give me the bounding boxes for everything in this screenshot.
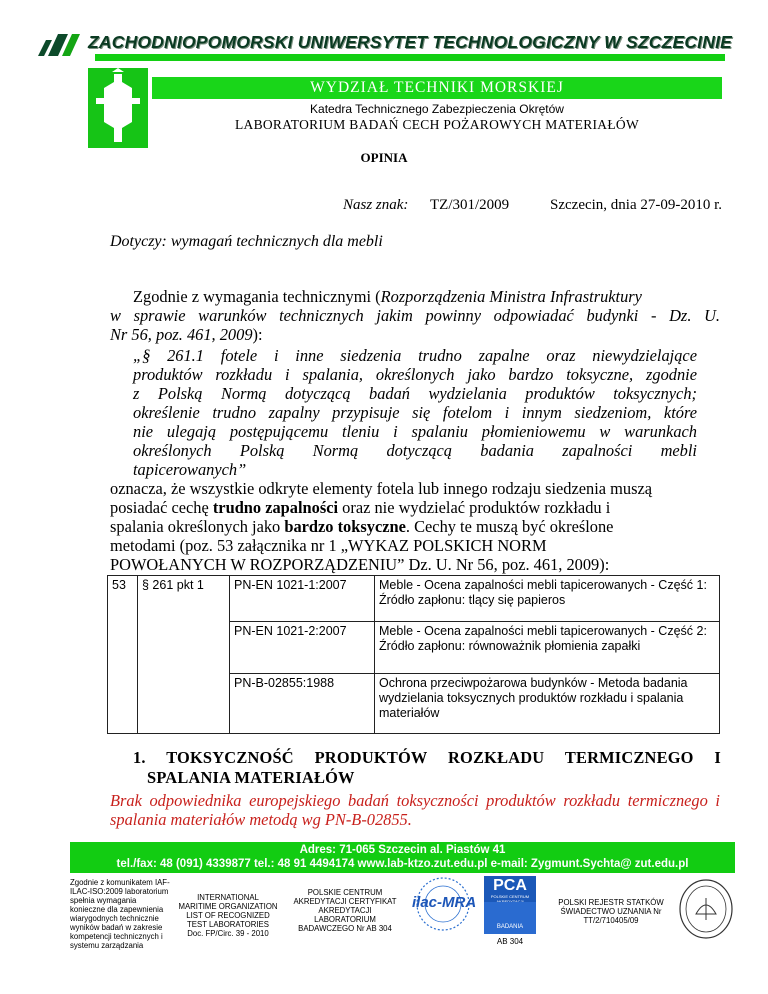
- standards-table: [107, 575, 720, 734]
- paragraph-2-line-5: POWOŁANYCH W ROZPORZĄDZENIU” Dz. U. Nr 56, poz. 461, 2009):: [110, 555, 610, 574]
- laboratory-name: LABORATORIUM BADAŃ CECH POŻAROWYCH MATERIAŁÓW: [234, 117, 639, 132]
- footer-address: Adres: 71-065 Szczecin al. Piastów 41: [299, 844, 506, 856]
- paragraph-2-line-3: spalania określonych jako bardzo toksyczne. Cechy te muszą być określone: [110, 517, 614, 536]
- pca-badania-label: BADANIA: [496, 924, 524, 930]
- table-row: [108, 576, 720, 622]
- paragraph-cell: [138, 622, 230, 674]
- document-title: OPINIA: [360, 150, 408, 165]
- ilac-mra-logo: [408, 876, 478, 938]
- quote-line: określenie trudno zapalny przypisuje się fotelom i innym siedzeniom, które: [133, 403, 697, 422]
- paragraph-1-line-3: Nr 56, poz. 461, 2009):: [110, 325, 263, 344]
- position-cell: [108, 674, 138, 734]
- pca-logo-subtitle: POLSKIE CENTRUM: [490, 894, 530, 899]
- faculty-emblem-icon: [88, 68, 148, 148]
- paragraph-2-line-1: oznacza, że wszystkie odkryte elementy fotela lub innego rodzaju siedzenia muszą: [110, 479, 653, 498]
- quote-line: produktów rozkładu i spalania, określonych jako bardzo toksyczne, zgodnie: [133, 365, 697, 384]
- position-cell: 53: [108, 576, 138, 622]
- table-row: [108, 622, 720, 674]
- quote-line: z Polską Normą dotyczącą badań wydzielania produktów toksycznych;: [133, 384, 697, 403]
- footer-contact-bar: [70, 842, 735, 873]
- norm-title-cell: Ochrona przeciwpożarowa budynków - Metoda badania wydzielania toksycznych produktów rozkładu i spalania materiałów: [375, 674, 720, 734]
- quote-line: nie ulegają postępującemu tleniu i spalaniu płomieniowemu w warunkach: [133, 422, 697, 441]
- norm-title-cell: Meble - Ocena zapalności mebli tapicerowanych - Część 1: Źródło zapłonu: tlący się papieros: [375, 576, 720, 622]
- faculty-banner: WYDZIAŁ TECHNIKI MORSKIEJ: [152, 77, 722, 99]
- ilac-logo-text: ilac-MRA: [412, 894, 477, 911]
- table-row: [108, 674, 720, 734]
- section-heading-line: 1. TOKSYCZNOŚĆ PRODUKTÓW ROZKŁADU TERMICZNEGO I: [133, 748, 721, 767]
- university-name: ZACHODNIOPOMORSKI UNIWERSYTET TECHNOLOGICZNY W SZCZECINIE: [88, 32, 732, 52]
- section-heading-line: SPALANIA MATERIAŁÓW: [147, 768, 355, 787]
- norm-cell: PN-EN 1021-2:2007: [230, 622, 375, 674]
- norm-cell: PN-EN 1021-1:2007: [230, 576, 375, 622]
- prs-seal-icon: [678, 878, 734, 940]
- ilac-statement: Zgodnie z komunikatem IAF-ILAC-ISO:2009 laboratorium spełnia wymagania konieczne dla zapewnienia wiarygodnych technicznie wyników badań w zakresie kompetencji technicznych i systemu zarządzania: [70, 878, 170, 950]
- pca-statement: POLSKIE CENTRUM AKREDYTACJI CERTYFIKAT AKREDYTACJI LABORATORIUM BADAWCZEGO Nr AB 304: [293, 888, 397, 933]
- reference-number: TZ/301/2009: [430, 197, 510, 213]
- footer-contact: tel./fax: 48 (091) 4339877 tel.: 48 91 4494174 www.lab-ktzo.zut.edu.pl e-mail: Zygmunt.Sychta@ zut.edu.pl: [116, 858, 689, 870]
- norm-title-cell: Meble - Ocena zapalności mebli tapicerowanych - Część 2: Źródło zapłonu: równoważnik płomienia zapałki: [375, 622, 720, 674]
- paragraph-cell: [138, 674, 230, 734]
- university-underline: [95, 54, 725, 61]
- subject-line: Dotyczy: wymagań technicznych dla mebli: [110, 233, 383, 250]
- department-name: Katedra Technicznego Zabezpieczenia Okrętów: [310, 102, 564, 116]
- zut-stripe-logo-icon: [38, 30, 80, 60]
- section-note: Brak odpowiednika europejskiego badań toksyczności produktów rozkładu termicznego i spalania materiałów metodą wg PN-B-02855.: [110, 791, 720, 829]
- paragraph-1-line-1: Zgodnie z wymagania technicznymi (Rozporządzenia Ministra Infrastruktury: [133, 287, 642, 306]
- pca-logo: [484, 876, 536, 934]
- paragraph-cell: § 261 pkt 1: [138, 576, 230, 622]
- position-cell: [108, 622, 138, 674]
- reference-label: Nasz znak:: [343, 197, 409, 213]
- ab-number: AB 304: [496, 937, 524, 946]
- pca-logo-text: PCA: [484, 876, 536, 902]
- paragraph-2-line-2: posiadać cechę trudno zapalności oraz nie wydzielać produktów rozkładu i: [110, 498, 611, 517]
- paragraph-2-line-4: metodami (poz. 53 załącznika nr 1 „WYKAZ POLSKICH NORM: [110, 536, 547, 555]
- norm-cell: PN-B-02855:1988: [230, 674, 375, 734]
- paragraph-1-line-2: w sprawie warunków technicznych jakim powinny odpowiadać budynki - Dz. U.: [110, 306, 720, 325]
- quote-line: określonych Polską Normą dotyczącą badania zapalności mebli: [133, 441, 697, 460]
- quote-line: tapicerowanych”: [133, 460, 247, 479]
- section-heading: [133, 748, 721, 788]
- date-line: Szczecin, dnia 27-09-2010 r.: [550, 197, 723, 213]
- imo-statement: INTERNATIONAL MARITIME ORGANIZATION LIST OF RECOGNIZED TEST LABORATORIES Doc. FP/Circ. 39 - 2010: [178, 893, 278, 938]
- quote-line: „§ 261.1 fotele i inne siedzenia trudno zapalne oraz niewydzielające: [133, 346, 697, 365]
- prs-statement: POLSKI REJESTR STATKÓW ŚWIADECTWO UZNANIA Nr TT/2/710405/09: [558, 898, 664, 925]
